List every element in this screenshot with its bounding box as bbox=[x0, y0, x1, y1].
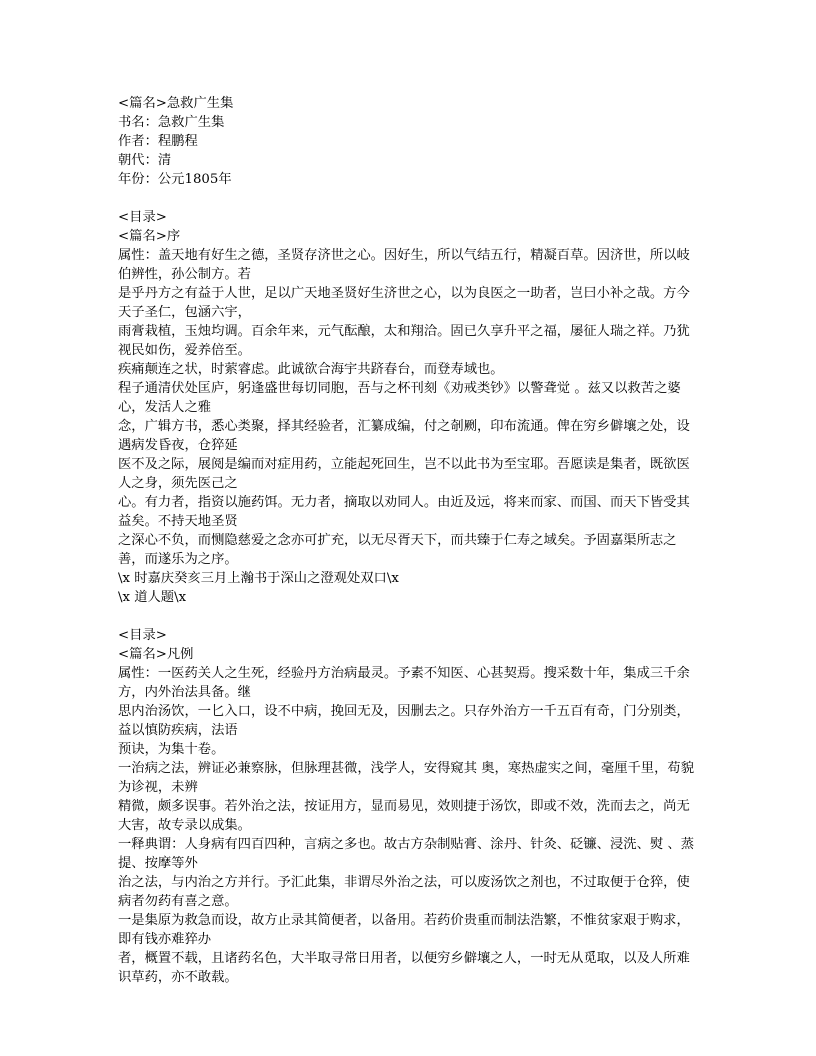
paragraph-line: 治之法，与内治之方并行。予汇此集，非谓尽外治之法，可以废汤饮之剂也，不过取便于仓猝，使病者勿药有喜之意。 bbox=[118, 875, 690, 909]
spacer bbox=[118, 607, 702, 626]
paragraph-line: 精微，颇多误事。若外治之法，按证用方，显而易见，效则捷于汤饮，即或不效，洗而去之，尚无大害，故专录以成集。 bbox=[118, 799, 690, 833]
document-header bbox=[118, 94, 702, 189]
section-toc-tag: <目录> bbox=[118, 628, 167, 643]
section-toc-tag: <目录> bbox=[118, 210, 167, 225]
paragraph-line: \x 道人题\x bbox=[118, 590, 187, 605]
paragraph-line: 雨膏栽植，玉烛均调。百余年来，元气酝酿，太和翔洽。固已久享升平之福，屡征人瑞之祥。乃犹视民如伤，爱养倍至。 bbox=[118, 324, 690, 358]
paragraph-line: 程子通清伏处匡庐，躬逢盛世每切同胞，吾与之杯刊刻《劝戒类钞》以警聋觉 。兹又以救苦之婆心，发活人之雅 bbox=[118, 381, 681, 415]
header-title-tag: <篇名>急救广生集 bbox=[118, 96, 234, 111]
header-book-name: 书名：急救广生集 bbox=[118, 115, 225, 130]
section-preface bbox=[118, 208, 702, 607]
paragraph-line: 一治病之法，辨证必兼察脉，但脉理甚微，浅学人，安得窥其 奥，寒热虚实之间，毫厘千里，苟貌为诊视，未辨 bbox=[118, 761, 694, 795]
paragraph-line: 是乎丹方之有益于人世，足以广天地圣贤好生济世之心，以为良医之一助者，岂曰小补之哉。方今天子圣仁，包涵六宇， bbox=[118, 286, 690, 320]
section-general-rules bbox=[118, 626, 702, 987]
paragraph-line: 者，概置不载，且诸药名色，大半取寻常日用者，以便穷乡僻壤之人，一时无从觅取，以及人所难识草药，亦不敢载。 bbox=[118, 951, 690, 985]
header-dynasty: 朝代：清 bbox=[118, 153, 172, 168]
header-year: 年份：公元1805年 bbox=[118, 172, 232, 187]
paragraph-line: 疾痛颠连之状，时萦睿虑。此诚欲合海宇共跻春台，而登寿域也。 bbox=[118, 362, 504, 377]
paragraph-line: 预诀，为集十卷。 bbox=[118, 742, 225, 757]
header-author: 作者：程鹏程 bbox=[118, 134, 198, 149]
paragraph-line: 一释典谓：人身病有四百四种，言病之多也。故古方杂制贴膏、涂丹、针灸、砭镰、浸洗、熨 、蒸提、按摩等外 bbox=[118, 837, 694, 871]
section-name-tag: <篇名>凡例 bbox=[118, 647, 194, 662]
paragraph-line: 医不及之际，展阅是编而对症用药，立能起死回生，岂不以此书为至宝耶。吾愿读是集者，既欲医人之身，须先医己之 bbox=[118, 457, 690, 491]
paragraph-line: 属性：盖天地有好生之德，圣贤存济世之心。因好生，所以气结五行，精凝百草。因济世，所以岐伯辨性，孙公制方。若 bbox=[118, 248, 690, 282]
paragraph-line: 念，广辑方书，悉心类聚，择其经验者，汇纂成编，付之剞劂，印布流通。俾在穷乡僻壤之处，设遇病发昏夜，仓猝延 bbox=[118, 419, 690, 453]
paragraph-line: 心。有力者，指资以施药饵。无力者，摘取以劝同人。由近及远，将来而家、而国、而天下皆受其益矣。不持天地圣贤 bbox=[118, 495, 690, 529]
paragraph-line: 之深心不负，而恻隐慈爱之念亦可扩充，以无尽胥天下，而共臻于仁寿之域矣。予固嘉渠所志之善，而遂乐为之序。 bbox=[118, 533, 677, 567]
paragraph-line: 思内治汤饮，一匕入口，设不中病，挽回无及，因删去之。只存外治方一千五百有奇，门分别类，益以慎防疾病，法语 bbox=[118, 704, 690, 738]
section-name-tag: <篇名>序 bbox=[118, 229, 181, 244]
paragraph-line: \x 时嘉庆癸亥三月上瀚书于深山之澄观处双口\x bbox=[118, 571, 399, 586]
spacer bbox=[118, 189, 702, 208]
paragraph-line: 一是集原为救急而设，故方止录其简便者，以备用。若药价贵重而制法浩繁，不惟贫家艰于购求，即有钱亦难猝办 bbox=[118, 913, 690, 947]
paragraph-line: 属性：一医药关人之生死，经验丹方治病最灵。予素不知医、心甚契焉。搜采数十年，集成三千余方，内外治法具备。继 bbox=[118, 666, 690, 700]
document-page bbox=[118, 94, 702, 987]
